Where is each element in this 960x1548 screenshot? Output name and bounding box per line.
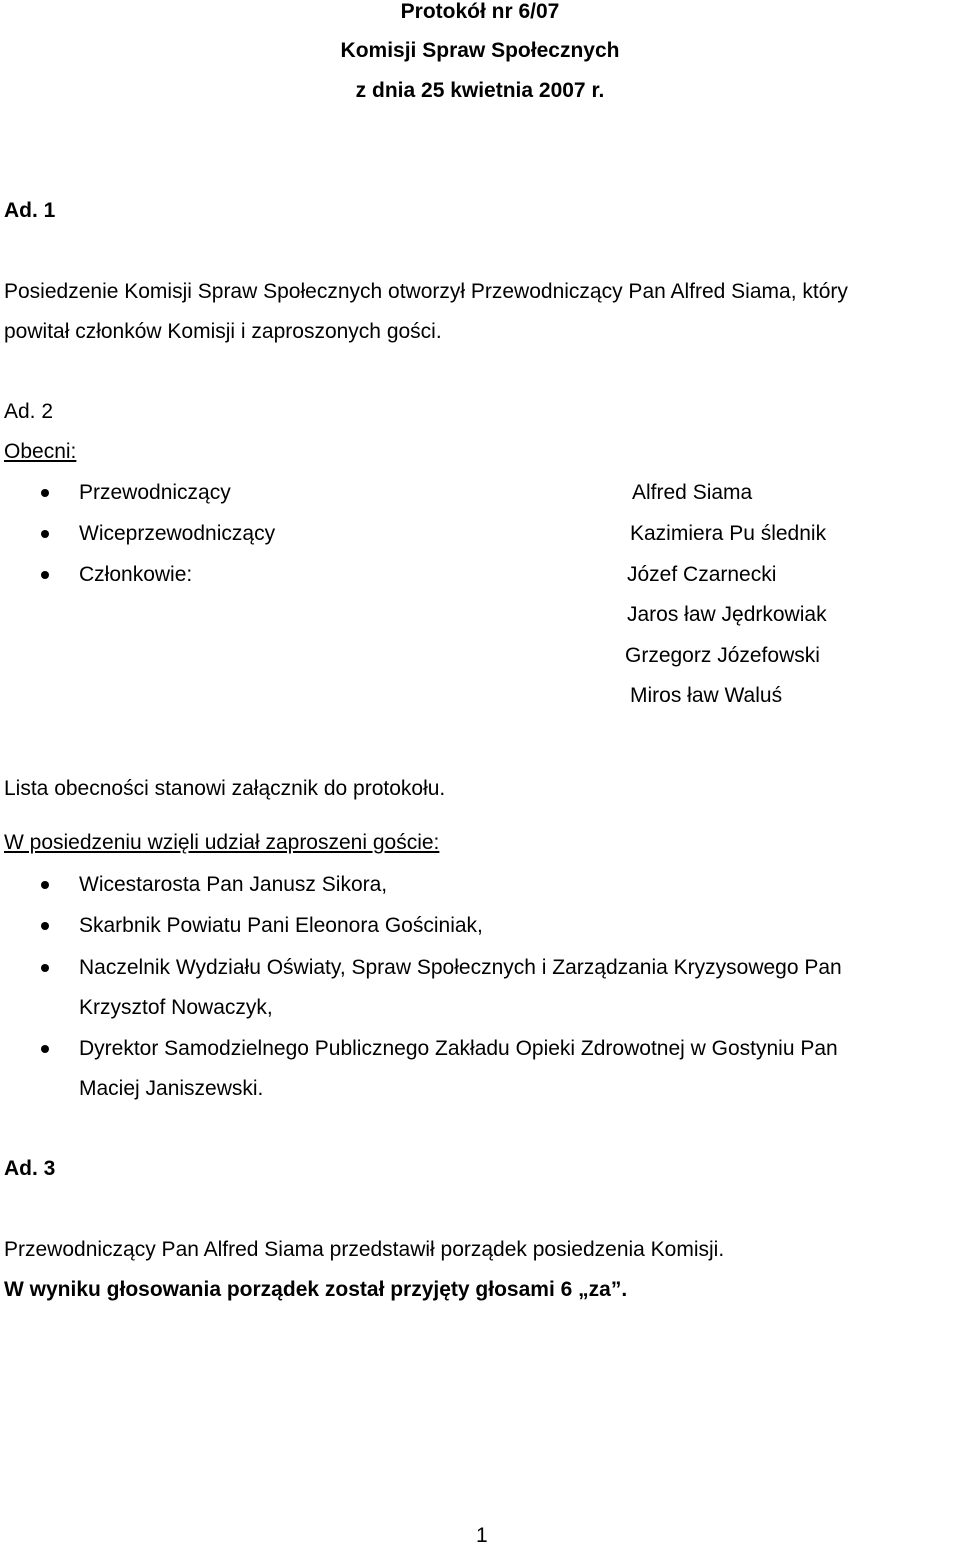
present-label: Obecni: xyxy=(4,440,77,463)
ad3-text: Przewodniczący Pan Alfred Siama przedstawił porządek posiedzenia Komisji. xyxy=(4,1238,725,1261)
bullet-icon xyxy=(41,530,49,538)
guests-label: W posiedzeniu wzięli udział zaproszeni goście: xyxy=(4,831,440,854)
role-members: Członkowie: xyxy=(79,563,193,586)
ad3-heading: Ad. 3 xyxy=(4,1157,56,1180)
member-name: Józef Czarnecki xyxy=(627,563,777,586)
guest-item: Naczelnik Wydziału Oświaty, Spraw Społecznych i Zarządzania Kryzysowego Pan xyxy=(79,956,842,979)
bullet-icon xyxy=(41,964,49,972)
ad1-text-line2: powitał członków Komisji i zaproszonych gości. xyxy=(4,320,442,343)
member-name: Grzegorz Józefowski xyxy=(625,644,820,667)
guest-item-continuation: Maciej Janiszewski. xyxy=(79,1077,264,1100)
vice-chairman-name: Kazimiera Pu ślednik xyxy=(630,522,827,545)
guest-item: Skarbnik Powiatu Pani Eleonora Gościniak, xyxy=(79,914,483,937)
bullet-icon xyxy=(41,571,49,579)
bullet-icon xyxy=(41,881,49,889)
page-number: 1 xyxy=(476,1524,488,1547)
guest-item: Wicestarosta Pan Janusz Sikora, xyxy=(79,873,388,896)
bullet-icon xyxy=(41,489,49,497)
member-name: Miros ław Waluś xyxy=(630,684,783,707)
guest-item: Dyrektor Samodzielnego Publicznego Zakładu Opieki Zdrowotnej w Gostyniu Pan xyxy=(79,1037,838,1060)
bullet-icon xyxy=(41,1045,49,1053)
ad1-heading: Ad. 1 xyxy=(4,199,56,222)
document-title: Protokół nr 6/07 xyxy=(400,0,560,23)
chairman-name: Alfred Siama xyxy=(632,481,753,504)
ad1-text-line1: Posiedzenie Komisji Spraw Społecznych otworzył Przewodniczący Pan Alfred Siama, który xyxy=(4,280,848,303)
ad2-heading: Ad. 2 xyxy=(4,400,54,423)
committee-name: Komisji Spraw Społecznych xyxy=(340,39,620,62)
meeting-date: z dnia 25 kwietnia 2007 r. xyxy=(355,79,605,102)
bullet-icon xyxy=(41,922,49,930)
role-vice-chairman: Wiceprzewodniczący xyxy=(79,522,276,545)
vote-result: W wyniku głosowania porządek został przyjęty głosami 6 „za”. xyxy=(4,1278,628,1301)
role-chairman: Przewodniczący xyxy=(79,481,231,504)
attendance-note: Lista obecności stanowi załącznik do protokołu. xyxy=(4,777,446,800)
member-name: Jaros ław Jędrkowiak xyxy=(627,603,827,626)
guest-item-continuation: Krzysztof Nowaczyk, xyxy=(79,996,273,1019)
